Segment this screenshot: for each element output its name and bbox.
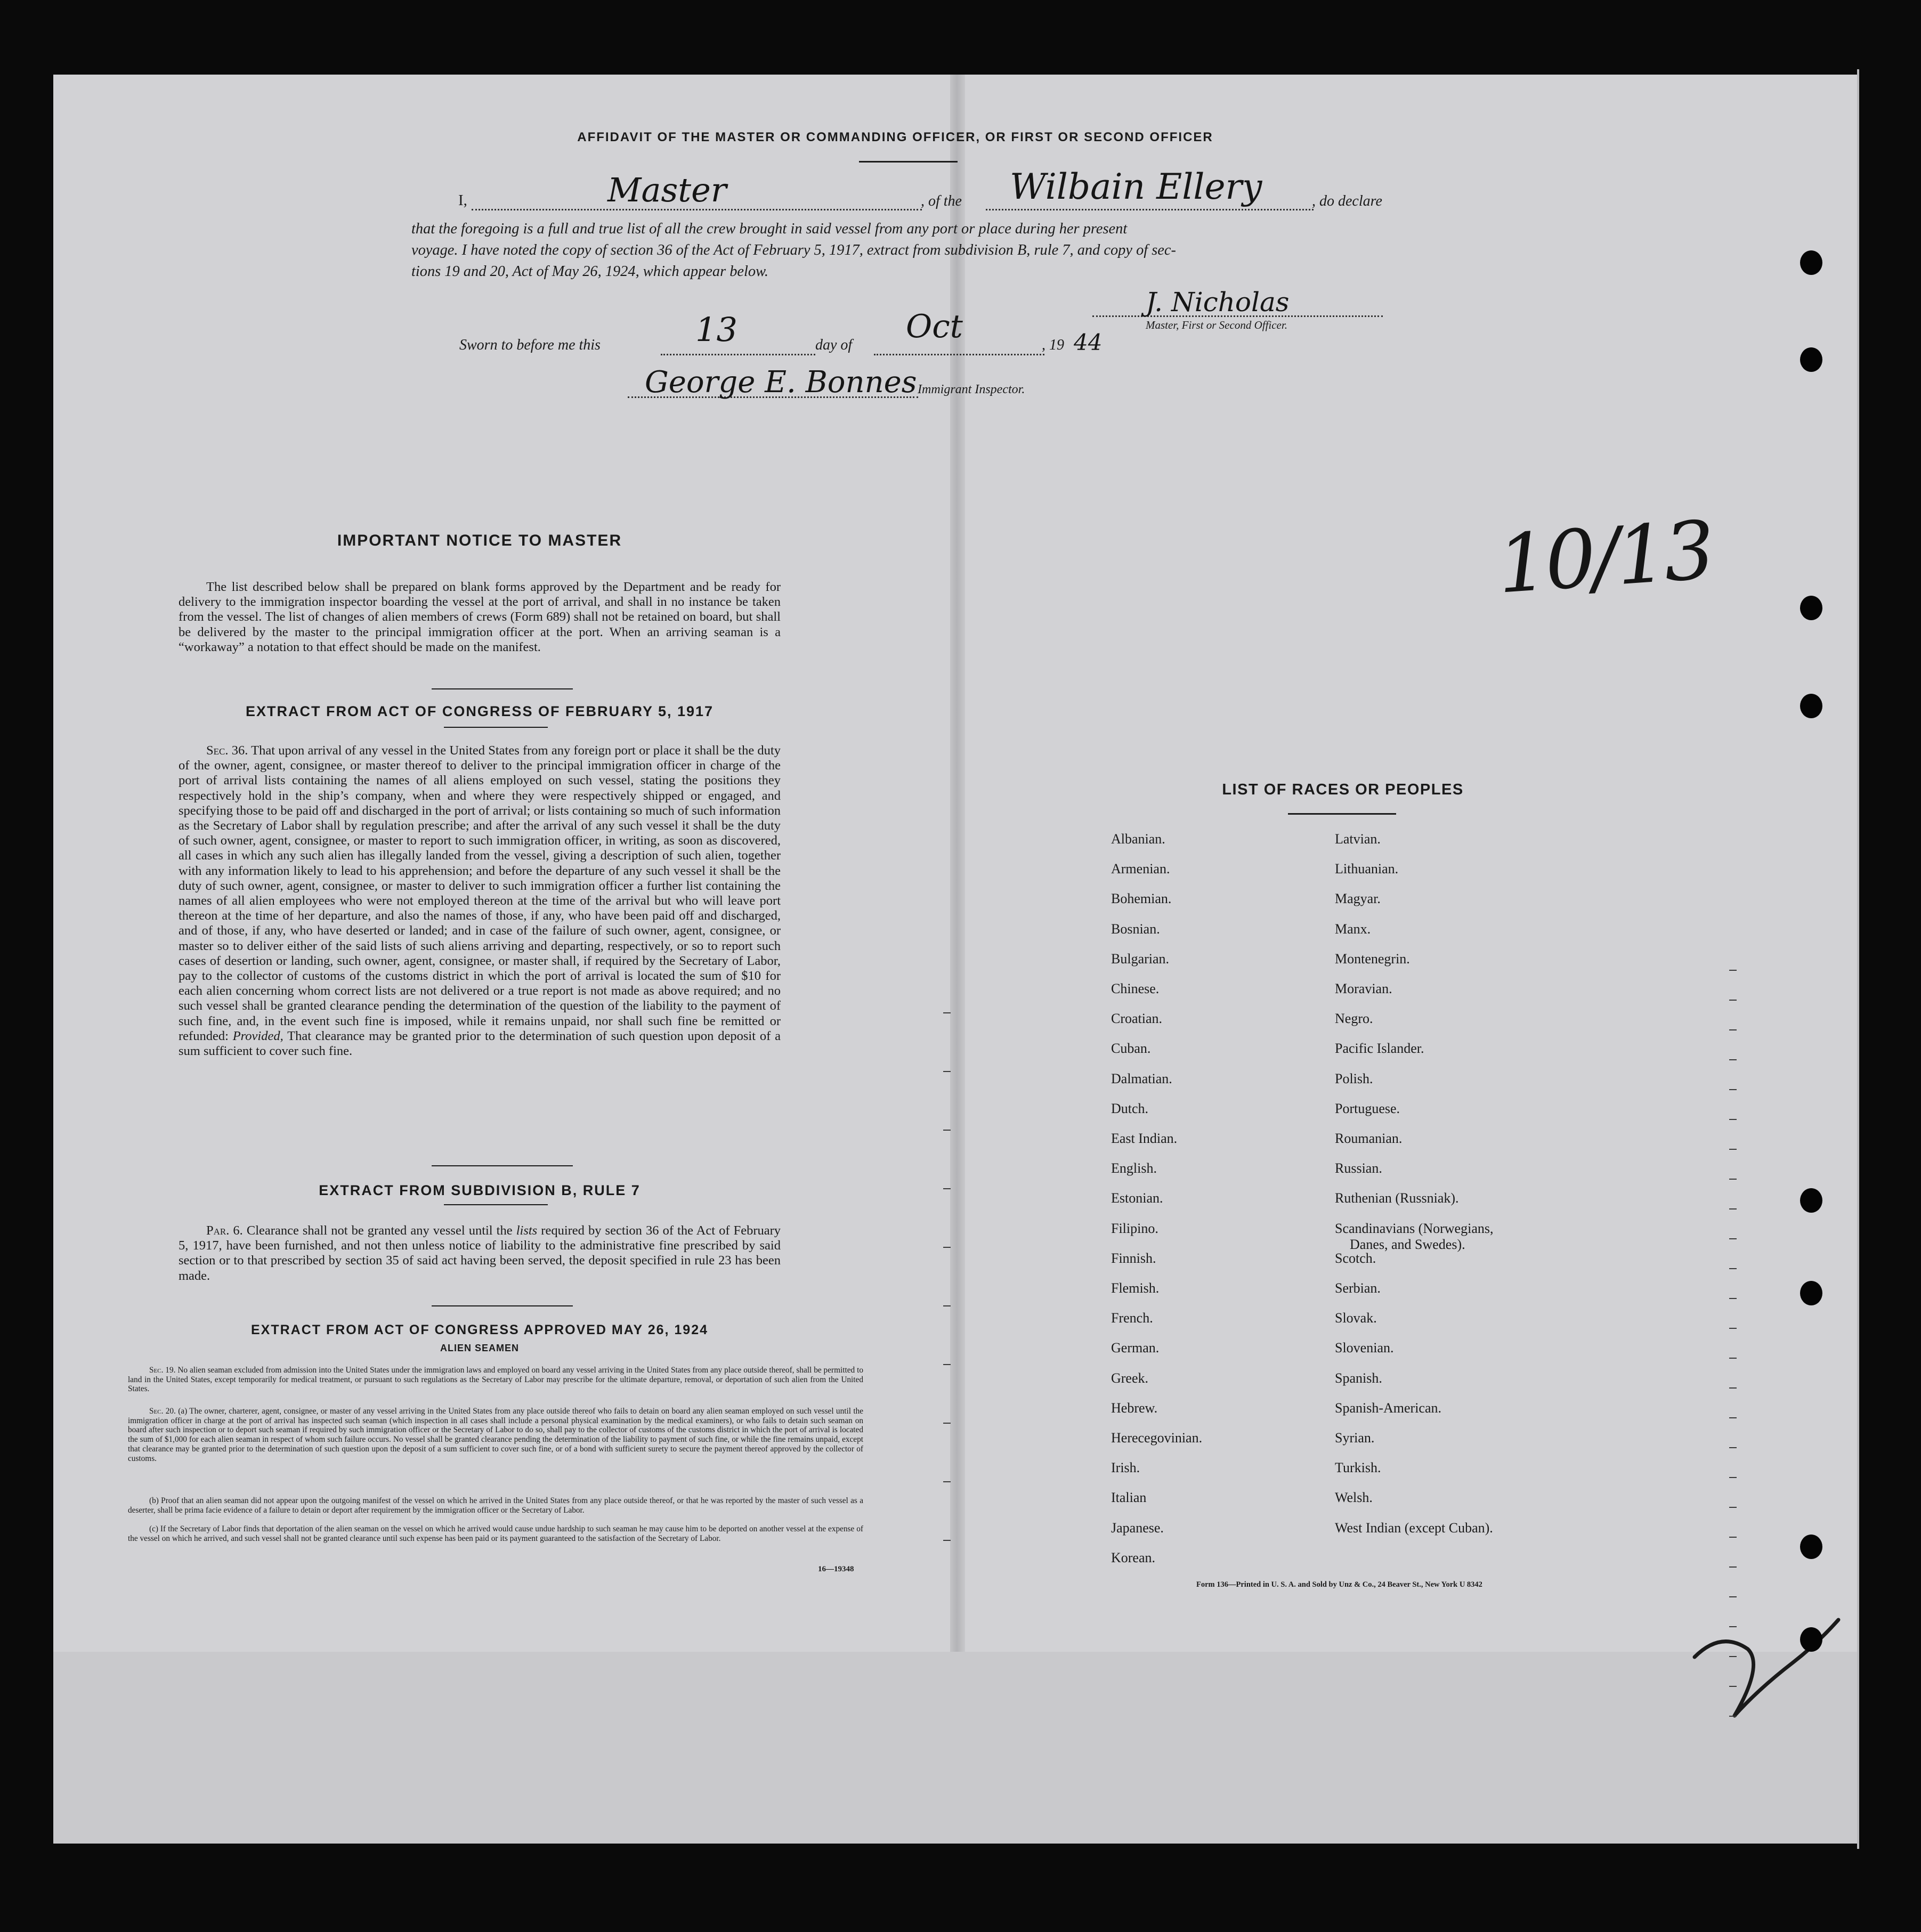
race-left-item: Flemish. bbox=[1111, 1280, 1160, 1296]
race-left-item: Cuban. bbox=[1111, 1041, 1151, 1057]
margin-tick bbox=[1729, 1029, 1737, 1030]
race-left-item: English. bbox=[1111, 1160, 1157, 1176]
extract-1917-underline bbox=[444, 727, 548, 728]
margin-tick bbox=[1729, 1537, 1737, 1538]
fold-tick bbox=[943, 1071, 951, 1072]
race-right-item: Scandinavians (Norwegians, bbox=[1335, 1220, 1494, 1236]
race-right-item: Roumanian. bbox=[1335, 1131, 1403, 1146]
margin-tick bbox=[1729, 1507, 1737, 1508]
punch-hole bbox=[1800, 1627, 1822, 1652]
par-6-lists: lists bbox=[516, 1223, 538, 1238]
affidavit-i-label: I, bbox=[458, 192, 467, 209]
extract-1924-heading: EXTRACT FROM ACT OF CONGRESS APPROVED MAY 26, 1924 bbox=[250, 1322, 709, 1337]
race-right-item: Danes, and Swedes). bbox=[1350, 1236, 1465, 1252]
punch-hole bbox=[1800, 1188, 1822, 1213]
fold-tick bbox=[943, 1305, 951, 1306]
sworn-day-handwriting: 13 bbox=[695, 310, 737, 349]
title-underline bbox=[859, 161, 958, 163]
declaration-line-1: that the foregoing is a full and true list of all the crew brought in said vessel from any port or place during her present bbox=[411, 221, 1128, 237]
race-left-item: Armenian. bbox=[1111, 861, 1170, 877]
race-right-item: Magyar. bbox=[1335, 891, 1381, 907]
divider-2 bbox=[432, 1165, 573, 1166]
race-left-item: Croatian. bbox=[1111, 1011, 1163, 1027]
affidavit-do-declare: , do declare bbox=[1312, 193, 1382, 209]
race-left-item: Hebrew. bbox=[1111, 1400, 1158, 1416]
race-left-item: Bulgarian. bbox=[1111, 951, 1170, 967]
extract-rule7-underline bbox=[444, 1204, 548, 1205]
sec-36-provided: Provided, bbox=[232, 1028, 283, 1043]
page-number-handwriting: 10/13 bbox=[1494, 504, 1715, 612]
inspector-signature-handwriting: George E. Bonnes bbox=[645, 365, 917, 400]
margin-tick bbox=[1729, 1208, 1737, 1209]
declaration-line-3: tions 19 and 20, Act of May 26, 1924, which appear below. bbox=[411, 263, 769, 280]
fold-tick bbox=[943, 1481, 951, 1482]
divider-3 bbox=[432, 1305, 573, 1306]
race-left-item: Finnish. bbox=[1111, 1250, 1156, 1266]
sec-20c-paragraph: (c) If the Secretary of Labor finds that deportation of the alien seaman on the vessel on which he arrived would cause undue hardship to such seaman he may cause him to be deported on another vessel at the expense of the vessel on which he arrived, and such vessel shall not be granted clearance until such expense has been paid or its payment guaranteed to the satisfaction of the Secretary of Labor. bbox=[128, 1524, 863, 1543]
race-right-item: Pacific Islander. bbox=[1335, 1041, 1424, 1057]
sec-19-text: No alien seaman excluded from admission into the United States under the immigration laws and employed on board any vessel arriving in the United States from any place outside thereof, shall be permitted to land in the United States, except temporarily for medical treatment, or pursuant to such regulations as the Secretary of Labor may prescribe for the ultimate departure, removal, or deportation of such alien from the United States. bbox=[128, 1366, 863, 1394]
race-right-item: Slovak. bbox=[1335, 1310, 1377, 1326]
race-right-item: Manx. bbox=[1335, 921, 1371, 937]
vessel-name-handwriting: Wilbain Ellery bbox=[1010, 166, 1262, 207]
race-left-item: Bosnian. bbox=[1111, 921, 1160, 937]
race-right-item: Portuguese. bbox=[1335, 1100, 1400, 1116]
margin-tick bbox=[1729, 1417, 1737, 1418]
notice-heading: IMPORTANT NOTICE TO MASTER bbox=[337, 532, 622, 549]
alien-seamen-subheading: ALIEN SEAMEN bbox=[440, 1343, 519, 1353]
sworn-year-prefix: , 19 bbox=[1042, 337, 1064, 353]
margin-tick bbox=[1729, 1447, 1737, 1448]
race-right-item: Spanish. bbox=[1335, 1370, 1382, 1386]
fold-tick bbox=[943, 1364, 951, 1365]
race-left-item: Dutch. bbox=[1111, 1100, 1149, 1116]
affidavit-of-the: , of the bbox=[921, 193, 962, 209]
race-left-item: Dalmatian. bbox=[1111, 1070, 1172, 1086]
race-left-item: East Indian. bbox=[1111, 1131, 1178, 1146]
sec-19-label: Sec. 19. bbox=[149, 1366, 176, 1375]
race-right-item: Ruthenian (Russniak). bbox=[1335, 1190, 1459, 1206]
fold-tick bbox=[943, 1012, 951, 1013]
race-right-item: Moravian. bbox=[1335, 981, 1392, 996]
extract-rule7-heading: EXTRACT FROM SUBDIVISION B, RULE 7 bbox=[319, 1182, 641, 1198]
fold-tick bbox=[943, 1130, 951, 1131]
par-6-text-b: required by section 36 of the Act of February 5, 1917, have been furnished, and not then unless notice of liability to the administrative fine prescribed by said section or to that prescribed by section 35 of said act having been served, the deposit specified in rule 23 has been made. bbox=[179, 1223, 781, 1283]
race-right-item: West Indian (except Cuban). bbox=[1335, 1520, 1493, 1536]
sworn-year-handwriting: 44 bbox=[1074, 329, 1103, 355]
sworn-label: Sworn to before me this bbox=[459, 337, 601, 353]
race-right-item: Lithuanian. bbox=[1335, 861, 1399, 877]
declaration-line-2: voyage. I have noted the copy of section 36 of the Act of February 5, 1917, extract from subdivision B, rule 7, and copy of sec- bbox=[411, 242, 1176, 258]
sec-36-text: That upon arrival of any vessel in the United States from any foreign port or place it shall be the duty of the owner, agent, consignee, or master thereof to deliver to the principal immigration officer in charge of the port of arrival lists containing the names of all aliens employed on such vessel, stating the positions they respectively hold in the ship’s company, when and where they were respectively shipped or engaged, and specifying those to be paid off and discharged in the port of arrival; or lists containing so much of such information as the Secretary of Labor shall by regulation prescribe; and after the arrival of any such vessel it shall be the duty of such owner, agent, consignee, or master to report to such immigration officer, in writing, as soon as discovered, all cases in which any such alien has illegally landed from the vessel, giving a description of such alien, together with any information likely to lead to his apprehension; and before the departure of any such vessel it shall be the duty of such owner, agent, consignee, or master to deliver to such immigration officer a further list containing the names of all alien employees who were not employed thereon at the time of the arrival but who will leave port thereon at the time of her departure, and also the names of those, if any, who have been paid off and discharged, and of those, if any, who have deserted or landed; and in case of the failure of such owner, agent, consignee, or master so to deliver either of the said lists of such aliens arriving and departing, respectively, or so to report such cases of desertion or landing, such owner, agent, consignee, or master shall, if required by the Secretary of Labor, pay to the collector of customs of the customs district in which the port of arrival is located the sum of $10 for each alien concerning whom correct lists are not delivered or a true report is not made as above required; and no such vessel shall be granted clearance pending the determination of the question of the liability to the payment of such fine, and, in the event such fine is imposed, while it remains unpaid, nor shall such fine be remitted or refunded: bbox=[179, 743, 781, 1043]
race-left-item: Korean. bbox=[1111, 1549, 1156, 1565]
race-left-item: Greek. bbox=[1111, 1370, 1149, 1386]
race-right-item: Polish. bbox=[1335, 1070, 1373, 1086]
extract-rule7-body bbox=[179, 1223, 781, 1284]
vessel-name-line bbox=[986, 209, 1314, 210]
margin-tick bbox=[1729, 1716, 1737, 1717]
sheet-edge bbox=[1857, 69, 1859, 1849]
margin-tick bbox=[1729, 1298, 1737, 1299]
sec-20-label: Sec. 20. bbox=[149, 1407, 176, 1416]
margin-tick bbox=[1729, 1477, 1737, 1478]
margin-tick bbox=[1729, 1179, 1737, 1180]
race-left-item: Albanian. bbox=[1111, 831, 1165, 847]
officer-signature-handwriting: J. Nicholas bbox=[1146, 287, 1290, 318]
form-code: 16—19348 bbox=[818, 1565, 854, 1573]
affidavit-title: AFFIDAVIT OF THE MASTER OR COMMANDING OFFICER, OR FIRST OR SECOND OFFICER bbox=[577, 130, 1213, 144]
officer-signature-caption: Master, First or Second Officer. bbox=[1146, 319, 1287, 331]
fold-tick bbox=[943, 1423, 951, 1424]
printer-note: Form 136—Printed in U. S. A. and Sold by Unz & Co., 24 Beaver St., New York U 8342 bbox=[1196, 1580, 1482, 1589]
sworn-month-handwriting: Oct bbox=[906, 308, 963, 345]
race-left-item: Irish. bbox=[1111, 1460, 1140, 1476]
margin-tick bbox=[1729, 1089, 1737, 1090]
margin-tick bbox=[1729, 1000, 1737, 1001]
margin-tick bbox=[1729, 1566, 1737, 1568]
extract-1917-body bbox=[179, 743, 781, 1059]
margin-tick bbox=[1729, 1626, 1737, 1627]
margin-tick bbox=[1729, 1387, 1737, 1389]
race-left-item: Filipino. bbox=[1111, 1220, 1158, 1236]
race-left-item: Bohemian. bbox=[1111, 891, 1172, 907]
race-right-item: Slovenian. bbox=[1335, 1340, 1394, 1356]
margin-tick bbox=[1729, 1328, 1737, 1329]
punch-hole bbox=[1800, 250, 1822, 275]
sec-19-paragraph bbox=[128, 1366, 863, 1394]
sec-20a-text: (a) The owner, charterer, agent, consignee, or master of any vessel arriving in the United States from any place outside thereof who fails to detain on board any alien seaman employed on such vessel until the immigration officer in charge at the port of arrival has inspected such seaman (which inspection in all cases shall include a personal physical examination by the medical examiners), or who fails to detain such seaman on board after such inspection or to deport such seaman if required by such immigration officer or the Secretary of Labor to do so, shall pay to the collector of customs of the customs district in which the port of arrival is located the sum of $1,000 for each alien seaman in respect of whom such failure occurs. No vessel shall be granted clearance pending the determination of the liability to payment of such fine, or while the fine remains unpaid, except that clearance may be granted prior to the determination of such question upon the deposit of a sum sufficient to cover such fine, or of a bond with sufficient surety to secure the payment thereof approved by the collector of customs. bbox=[128, 1407, 864, 1463]
notice-body: The list described below shall be prepared on blank forms approved by the Department and be ready for delivery to the immigration inspector boarding the vessel at the port of arrival, and shall in no instance be taken from the vessel. The list of changes of alien members of crews (Form 689) shall not be retained on board, but shall be delivered by the master to the principal immigration officer at the port. When an arriving seaman is a “workaway” a notation to that effect should be made on the manifest. bbox=[179, 580, 781, 654]
sec-36-text-end: That clearance may be granted prior to the determination of such question upon deposit of a sum sufficient to cover such fine. bbox=[179, 1028, 781, 1059]
margin-tick bbox=[1729, 1059, 1737, 1060]
fold-tick bbox=[943, 1247, 951, 1248]
race-left-item: Japanese. bbox=[1111, 1520, 1164, 1536]
margin-tick bbox=[1729, 1656, 1737, 1657]
inspector-caption: Immigrant Inspector. bbox=[918, 383, 1025, 396]
margin-tick bbox=[1729, 1238, 1737, 1239]
race-right-item: Turkish. bbox=[1335, 1460, 1381, 1476]
sworn-day-of: day of bbox=[815, 337, 853, 353]
race-right-item: Syrian. bbox=[1335, 1430, 1375, 1446]
races-heading: LIST OF RACES OR PEOPLES bbox=[1222, 781, 1464, 798]
sec-20b-paragraph: (b) Proof that an alien seaman did not appear upon the outgoing manifest of the vessel on which he arrived in the United States from any place outside thereof, or that he was reported by the master of such vessel as a deserter, shall be prima facie evidence of a failure to detain or deport after requirement by the immigration officer or the Secretary of Labor. bbox=[128, 1496, 863, 1515]
punch-hole bbox=[1800, 694, 1822, 718]
punch-hole bbox=[1800, 1281, 1822, 1305]
race-left-item: Herecegovinian. bbox=[1111, 1430, 1203, 1446]
race-right-item: Negro. bbox=[1335, 1011, 1373, 1027]
sworn-month-line bbox=[874, 354, 1044, 355]
declaration-text bbox=[411, 218, 1176, 282]
margin-tick bbox=[1729, 970, 1737, 971]
margin-tick bbox=[1729, 1686, 1737, 1687]
race-right-item: Russian. bbox=[1335, 1160, 1382, 1176]
race-right-item: Welsh. bbox=[1335, 1490, 1373, 1506]
margin-tick bbox=[1729, 1358, 1737, 1359]
sec-20a-paragraph bbox=[128, 1407, 863, 1463]
margin-tick bbox=[1729, 1268, 1737, 1269]
par-6-label: Par. 6. bbox=[206, 1223, 243, 1238]
fold-tick bbox=[943, 1188, 951, 1189]
sec-36-label: Sec. 36. bbox=[206, 743, 248, 758]
check-mark-handwriting bbox=[1684, 1598, 1844, 1748]
divider-1 bbox=[432, 688, 573, 689]
punch-hole bbox=[1800, 347, 1822, 372]
race-right-item: Serbian. bbox=[1335, 1280, 1381, 1296]
extract-1917-heading: EXTRACT FROM ACT OF CONGRESS OF FEBRUARY 5, 1917 bbox=[245, 703, 714, 719]
races-underline bbox=[1288, 813, 1396, 815]
race-left-item: German. bbox=[1111, 1340, 1160, 1356]
race-left-item: Estonian. bbox=[1111, 1190, 1163, 1206]
race-right-item: Spanish-American. bbox=[1335, 1400, 1442, 1416]
race-left-item: Chinese. bbox=[1111, 981, 1160, 996]
race-right-item: Latvian. bbox=[1335, 831, 1381, 847]
margin-tick bbox=[1729, 1596, 1737, 1597]
margin-tick bbox=[1729, 1119, 1737, 1120]
punch-hole bbox=[1800, 1535, 1822, 1559]
sworn-day-line bbox=[661, 354, 815, 355]
document-sheet-lower bbox=[53, 1652, 1857, 1844]
race-right-item: Montenegrin. bbox=[1335, 951, 1410, 967]
race-right-item: Scotch. bbox=[1335, 1250, 1376, 1266]
par-6-text-a: Clearance shall not be granted any vessel until the bbox=[246, 1223, 513, 1238]
punch-hole bbox=[1800, 596, 1822, 620]
race-left-item: Italian bbox=[1111, 1490, 1147, 1506]
race-left-item: French. bbox=[1111, 1310, 1153, 1326]
margin-tick bbox=[1729, 1149, 1737, 1150]
fold-tick bbox=[943, 1540, 951, 1541]
officer-rank-handwriting: Master bbox=[607, 171, 727, 209]
